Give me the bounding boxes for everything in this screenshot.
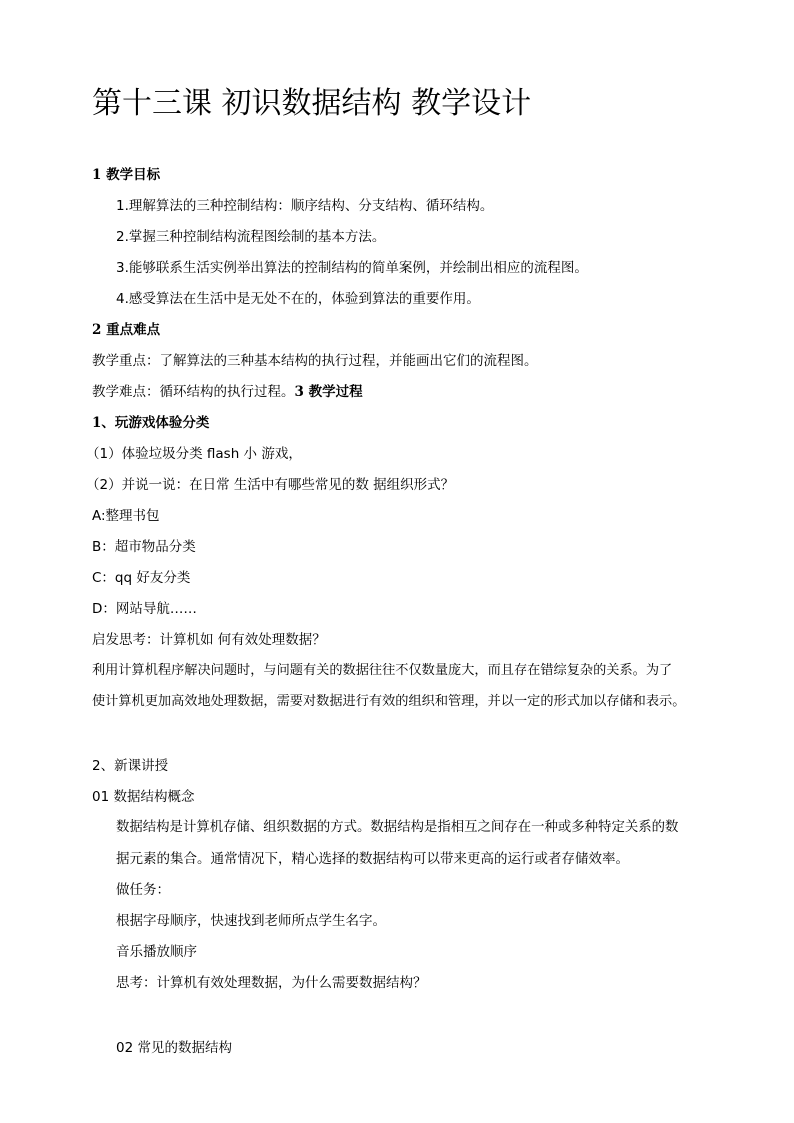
key-point-text: 教学重点：了解算法的三种基本结构的执行过程，并能画出它们的流程图。 [92,353,538,369]
sub2-heading: 02 常见的数据结构 [116,1040,232,1056]
part1-step-1: （1）体验垃圾分类 flash 小 游戏， [86,446,302,462]
inspire-question: 启发思考：计算机如 何有效处理数据？ [92,632,326,648]
task-item-2: 音乐播放顺序 [116,944,197,960]
objective-item-3: 3.能够联系生活实例举出算法的控制结构的简单案例，并绘制出相应的流程图。 [116,260,588,276]
concept-line-2: 据元素的集合。通常情况下，精心选择的数据结构可以带来更高的运行或者存储效率。 [116,851,629,867]
sub1-heading: 01 数据结构概念 [92,789,195,805]
option-b: B：超市物品分类 [92,539,196,555]
document-title: 第十三课 初识数据结构 教学设计 [92,86,532,121]
objective-item-4: 4.感受算法在生活中是无处不在的，体验到算法的重要作用。 [116,291,480,307]
difficulty-text: 教学难点：循环结构的执行过程。 [92,384,295,400]
concept-line-1: 数据结构是计算机存储、组织数据的方式。数据结构是指相互之间存在一种或多种特定关系的数 [116,820,679,835]
part2-heading: 2、新课讲授 [92,758,169,774]
difficulty-line [92,382,363,402]
objective-item-2: 2.掌握三种控制结构流程图绘制的基本方法。 [116,229,386,245]
section-heading-objectives: 1 教学目标 [92,167,161,183]
section-heading-process: 3 教学过程 [294,384,363,400]
intro-paragraph-line-2: 使计算机更加高效地处理数据，需要对数据进行有效的组织和管理，并以一定的形式加以存储和表示。 [92,694,686,709]
option-a: A:整理书包 [92,508,160,524]
part1-heading: 1、玩游戏体验分类 [92,415,210,431]
task-item-1: 根据字母顺序，快速找到老师所点学生名字。 [116,913,386,929]
intro-paragraph-line-1: 利用计算机程序解决问题时，与问题有关的数据往往不仅数量庞大，而且存在错综复杂的关系。为了 [92,663,673,678]
option-c: C：qq 好友分类 [92,570,191,586]
section-heading-key-points: 2 重点难点 [92,322,161,338]
task-label: 做任务： [116,882,170,898]
part1-step-2: （2）并说一说：在日常 生活中有哪些常见的数 据组织形式？ [86,477,455,493]
objective-item-1: 1.理解算法的三种控制结构：顺序结构、分支结构、循环结构。 [116,198,494,214]
think-question: 思考：计算机有效处理数据，为什么需要数据结构？ [116,975,427,991]
option-d: D：网站导航…… [92,601,197,617]
